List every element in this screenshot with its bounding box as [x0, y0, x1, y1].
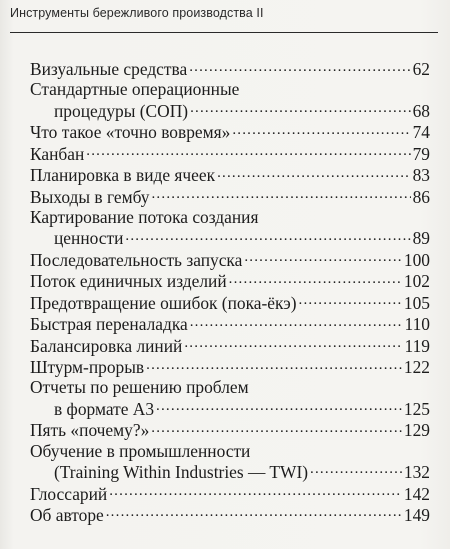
dot-leader [232, 121, 410, 138]
toc-page-number: 149 [403, 505, 430, 525]
dot-leader [109, 482, 402, 499]
dot-leader [156, 398, 402, 415]
toc-entry-title: процедуры (СОП) [54, 100, 189, 121]
toc-entry-line [30, 504, 430, 525]
toc-page-number: 119 [404, 335, 430, 356]
toc-entry-continuation-line [30, 461, 430, 482]
toc-entry-title: (Training Within Industries — TWI) [54, 462, 309, 483]
toc-entry [30, 79, 430, 121]
toc-entry-line [30, 482, 430, 503]
toc-page-number: 79 [412, 143, 430, 164]
dot-leader [299, 292, 402, 309]
toc-entry-continuation-line [30, 398, 430, 419]
toc-page-number: 89 [412, 228, 430, 249]
toc-entry [30, 186, 430, 207]
toc-entry-title: Выходы в гембу [30, 186, 150, 207]
dot-leader [189, 58, 410, 75]
toc-entry-title: Глоссарий [30, 483, 108, 504]
dot-leader [184, 335, 402, 352]
toc-entry-line [30, 164, 430, 185]
toc-entry [30, 482, 430, 503]
table-of-contents [30, 58, 430, 525]
toc-entry [30, 121, 430, 142]
dot-leader [310, 461, 402, 478]
dot-leader [125, 227, 410, 244]
toc-entry [30, 143, 430, 164]
toc-entry-line [30, 270, 430, 291]
toc-entry-line [30, 186, 430, 207]
dot-leader [190, 313, 403, 330]
toc-entry-title: Пять «почему?» [30, 420, 150, 441]
toc-page-number: 74 [412, 122, 430, 143]
toc-entry [30, 58, 430, 79]
toc-entry-line [30, 313, 430, 334]
toc-entry [30, 504, 430, 525]
toc-entry-line [30, 419, 430, 440]
dot-leader [190, 100, 411, 117]
dot-leader [151, 186, 410, 203]
toc-entry-title: Что такое «точно вовремя» [30, 122, 231, 143]
toc-page-number: 105 [403, 292, 430, 313]
toc-entry-line [30, 441, 430, 461]
toc-page-number: 83 [412, 165, 430, 186]
toc-entry [30, 441, 430, 483]
toc-entry [30, 292, 430, 313]
toc-entry [30, 164, 430, 185]
toc-entry-title: Быстрая переналадка [30, 314, 188, 335]
dot-leader [229, 270, 402, 287]
toc-entry-continuation-line [30, 227, 430, 248]
toc-entry-title: Планировка в виде ячеек [30, 165, 216, 186]
toc-entry-line [30, 377, 430, 397]
toc-entry-title: Картирование потока создания [30, 207, 259, 227]
toc-page-number: 122 [403, 357, 430, 378]
dot-leader [106, 504, 402, 521]
dot-leader [151, 419, 402, 436]
toc-entry-line [30, 58, 430, 79]
toc-page-number: 110 [404, 314, 430, 335]
toc-page-number: 125 [403, 398, 430, 419]
dot-leader [86, 143, 410, 160]
toc-entry-title: Канбан [30, 143, 85, 164]
toc-entry-line [30, 249, 430, 270]
toc-entry [30, 249, 430, 270]
toc-entry-line [30, 335, 430, 356]
toc-page-number: 86 [412, 186, 430, 207]
toc-entry-title: ценности [54, 228, 124, 249]
toc-entry-line [30, 292, 430, 313]
toc-entry [30, 419, 430, 440]
toc-entry-title: Отчеты по решению проблем [30, 377, 249, 398]
toc-page-number: 68 [412, 100, 430, 121]
toc-entry-line [30, 356, 430, 377]
toc-entry-line [30, 79, 430, 99]
toc-entry [30, 313, 430, 334]
toc-page-number: 132 [403, 462, 430, 483]
toc-entry-title: Поток единичных изделий [30, 271, 227, 292]
toc-entry-title: Стандартные операционные [30, 79, 240, 100]
toc-entry [30, 335, 430, 356]
header-rule [10, 32, 438, 33]
toc-entry-title: Балансировка линий [30, 335, 183, 356]
toc-entry-title: Последовательность запуска [30, 249, 243, 270]
toc-page-number: 142 [403, 483, 430, 504]
toc-entry-title: Обучение в промышленности [30, 440, 251, 461]
toc-page-number: 102 [403, 271, 430, 292]
toc-entry-title: Штурм-прорыв [30, 357, 145, 378]
toc-entry-line [30, 143, 430, 164]
toc-page-number: 62 [412, 59, 430, 80]
dot-leader [244, 249, 402, 266]
toc-page-number: 100 [403, 249, 430, 270]
toc-page-number: 129 [403, 420, 430, 441]
dot-leader [217, 164, 411, 181]
toc-entry [30, 270, 430, 291]
running-header: Инструменты бережливого производства II [10, 6, 264, 20]
toc-entry-title: Предотвращение ошибок (пока-ёкэ) [30, 292, 297, 313]
toc-entry [30, 377, 430, 419]
toc-entry [30, 207, 430, 249]
dot-leader [146, 356, 402, 373]
toc-entry [30, 356, 430, 377]
toc-entry-title: Визуальные средства [30, 59, 188, 80]
toc-entry-line [30, 207, 430, 227]
toc-entry-title: в формате А3 [54, 398, 155, 419]
toc-entry-title: Об авторе [30, 505, 104, 525]
toc-entry-continuation-line [30, 100, 430, 121]
toc-entry-line [30, 121, 430, 142]
